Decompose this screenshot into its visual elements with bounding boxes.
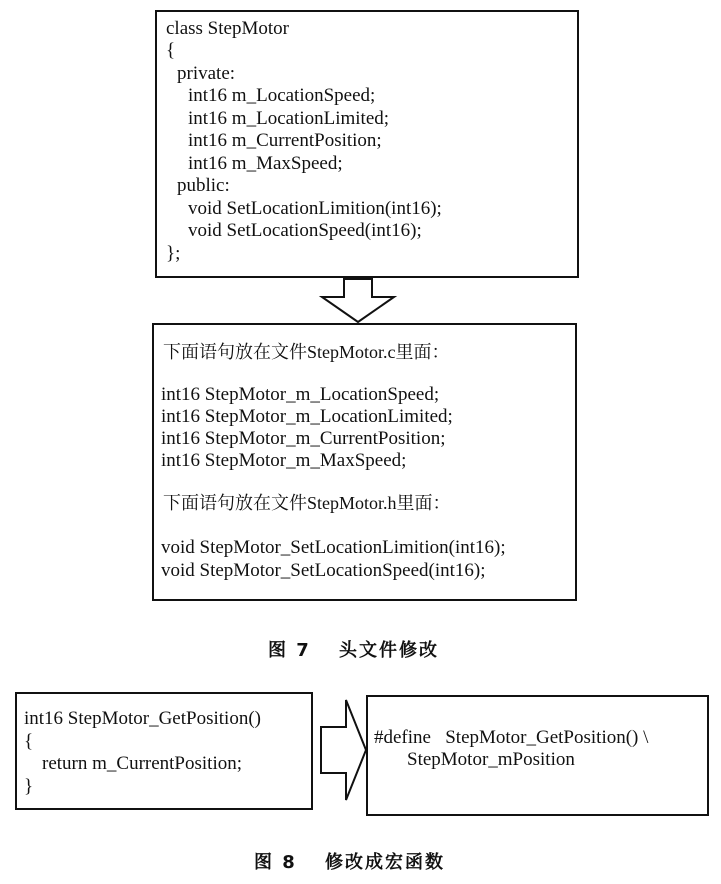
macro-define-line: #define StepMotor_GetPosition() \ bbox=[374, 727, 649, 748]
c-var-max-speed-line: int16 StepMotor_m_MaxSpeed; bbox=[161, 450, 407, 471]
function-open-brace-line: { bbox=[24, 731, 34, 752]
macro-definition-box bbox=[366, 695, 709, 816]
function-return-line: return m_CurrentPosition; bbox=[42, 753, 243, 774]
c-var-current-position-line: int16 StepMotor_m_CurrentPosition; bbox=[161, 428, 446, 449]
member-max-speed-line: int16 m_MaxSpeed; bbox=[188, 153, 343, 174]
h-func-set-location-limition-line: void StepMotor_SetLocationLimition(int16); bbox=[161, 537, 506, 558]
class-definition-box bbox=[155, 10, 579, 278]
h-file-note: 下面语句放在文件StepMotor.h里面： bbox=[163, 493, 451, 513]
c-var-location-speed-line: int16 StepMotor_m_LocationSpeed; bbox=[161, 384, 440, 405]
function-definition-box bbox=[15, 692, 313, 810]
c-var-location-limited-line: int16 StepMotor_m_LocationLimited; bbox=[161, 406, 453, 427]
figure-7-caption: 图 7 头文件修改 bbox=[268, 640, 440, 661]
method-set-location-speed-line: void SetLocationSpeed(int16); bbox=[188, 220, 422, 241]
class-declaration-line: class StepMotor bbox=[166, 18, 289, 39]
method-set-location-limition-line: void SetLocationLimition(int16); bbox=[188, 198, 442, 219]
macro-body-line: StepMotor_mPosition bbox=[407, 749, 575, 770]
function-signature-line: int16 StepMotor_GetPosition() bbox=[24, 708, 261, 729]
private-keyword-line: private: bbox=[177, 63, 236, 84]
close-brace-line: }; bbox=[166, 243, 181, 264]
member-location-speed-line: int16 m_LocationSpeed; bbox=[188, 85, 376, 106]
c-file-note: 下面语句放在文件StepMotor.c里面： bbox=[163, 342, 450, 362]
figure-8-caption: 图 8 修改成宏函数 bbox=[254, 852, 446, 873]
h-func-set-location-speed-line: void StepMotor_SetLocationSpeed(int16); bbox=[161, 560, 486, 581]
member-location-limited-line: int16 m_LocationLimited; bbox=[188, 108, 390, 129]
function-close-brace-line: } bbox=[24, 776, 34, 797]
open-brace-line: { bbox=[166, 40, 176, 61]
converted-code-box bbox=[152, 323, 577, 601]
member-current-position-line: int16 m_CurrentPosition; bbox=[188, 130, 382, 151]
public-keyword-line: public: bbox=[177, 175, 230, 196]
